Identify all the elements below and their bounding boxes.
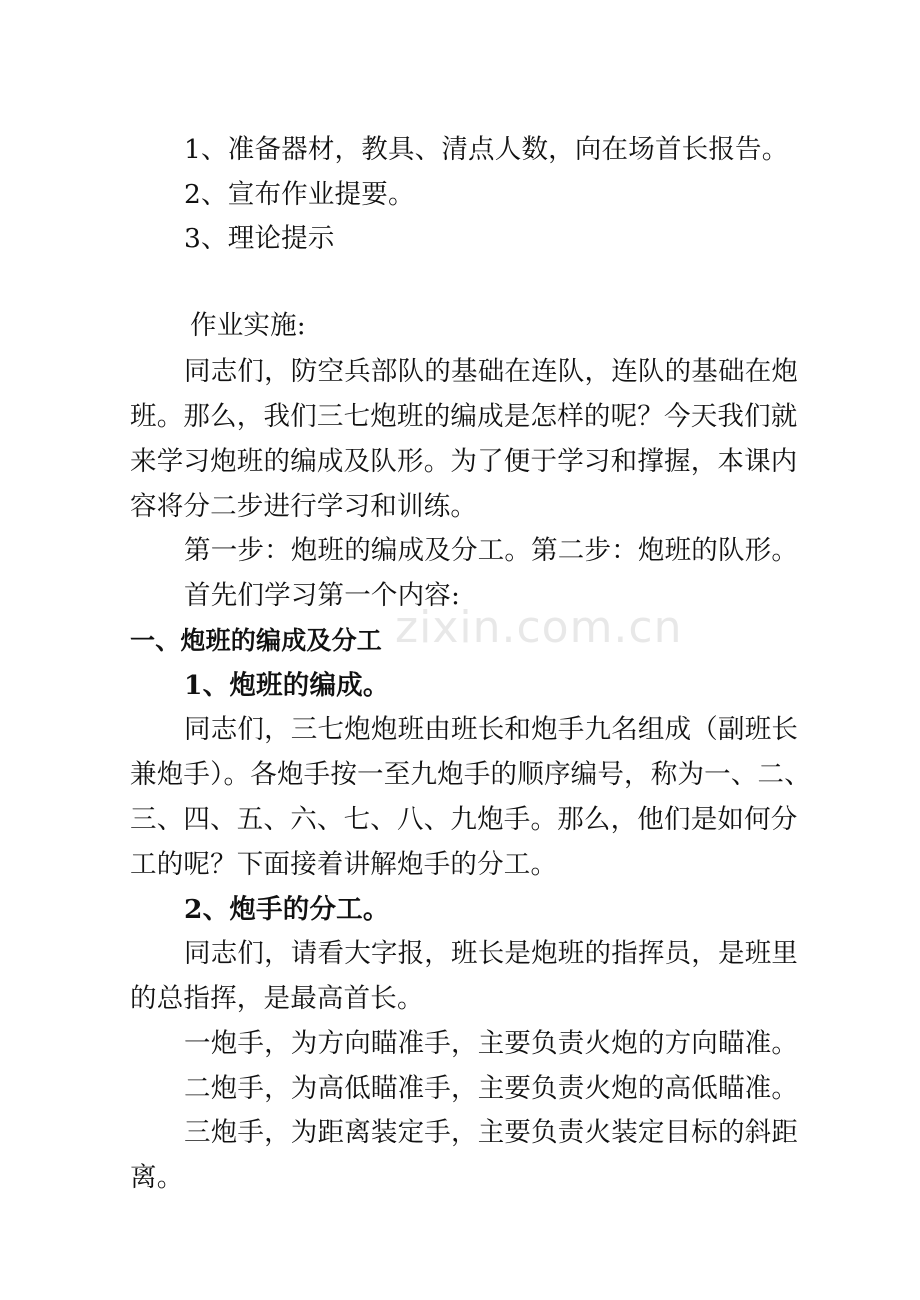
prep-item-1: 1、准备器材，教具、清点人数，向在场首长报告。 bbox=[184, 134, 789, 165]
gunner-3-line-1: 三炮手，为距离装定手，主要负责火装定目标的斜距 bbox=[184, 1117, 799, 1148]
intro-line-4: 容将分二步进行学习和训练。 bbox=[130, 491, 478, 522]
gunner-2-line: 二炮手，为高低瞄准手，主要负责火炮的高低瞄准。 bbox=[184, 1073, 799, 1104]
composition-line-1: 同志们，三七炮炮班由班长和炮手九名组成（副班长 bbox=[184, 714, 799, 745]
division-line-2: 的总指挥，是最高首长。 bbox=[130, 983, 424, 1014]
intro-line-3: 来学习炮班的编成及队形。为了便于学习和撑握，本课内 bbox=[130, 446, 798, 477]
composition-line-4: 工的呢？下面接着讲解炮手的分工。 bbox=[130, 849, 558, 880]
prep-item-3: 3、理论提示 bbox=[184, 223, 335, 254]
composition-line-2: 兼炮手）。各炮手按一至九炮手的顺序编号，称为一、二、 bbox=[130, 759, 811, 790]
sub2-heading: 2、炮手的分工。 bbox=[184, 894, 390, 925]
intro-line-2: 班。那么，我们三七炮班的编成是怎样的呢？今天我们就 bbox=[130, 401, 798, 432]
first-content-line: 首先们学习第一个内容: bbox=[184, 580, 461, 611]
gunner-1-line: 一炮手，为方向瞄准手，主要负责火炮的方向瞄准。 bbox=[184, 1028, 799, 1059]
composition-line-3: 三、四、五、六、七、八、九炮手。那么，他们是如何分 bbox=[130, 804, 798, 835]
sub1-heading: 1、炮班的编成。 bbox=[184, 670, 390, 701]
prep-item-2: 2、宣布作业提要。 bbox=[184, 179, 415, 210]
division-line-1: 同志们，请看大字报，班长是炮班的指挥员，是班里 bbox=[184, 938, 799, 969]
intro-line-1: 同志们，防空兵部队的基础在连队，连队的基础在炮 bbox=[184, 356, 799, 387]
steps-line: 第一步：炮班的编成及分工。第二步：炮班的队形。 bbox=[184, 535, 799, 566]
part1-heading: 一、炮班的编成及分工 bbox=[130, 626, 383, 655]
section-heading: 作业实施: bbox=[190, 310, 306, 341]
gunner-3-line-2: 离。 bbox=[130, 1162, 184, 1193]
watermark: zixin.com.cn bbox=[395, 602, 683, 653]
